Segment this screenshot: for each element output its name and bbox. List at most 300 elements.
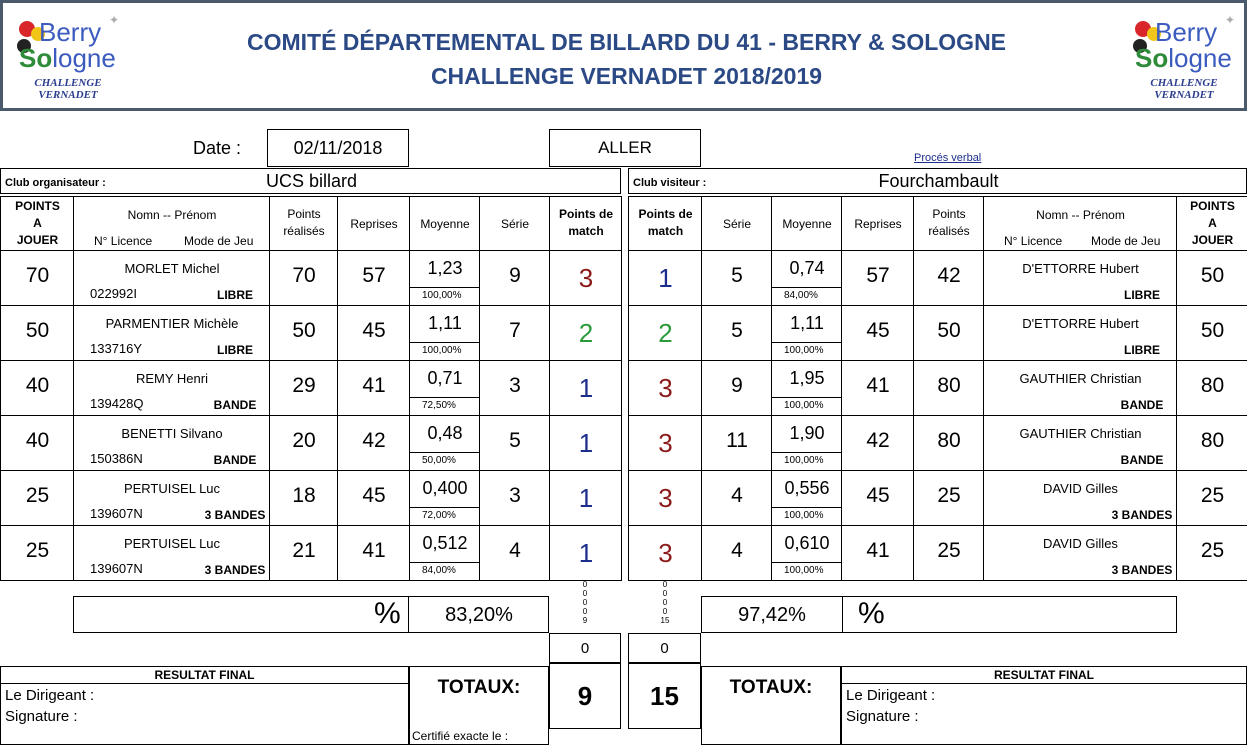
away-cell-pm: [628, 415, 702, 471]
page-header: [0, 0, 1247, 111]
page-title: COMITÉ DÉPARTEMENTAL DE BILLARD DU 41 - BERRY & SOLOGNE: [246, 29, 1007, 55]
moyenne-value: 1,90: [789, 423, 825, 443]
home-header-ser: [479, 196, 550, 251]
header-text: match: [568, 224, 604, 238]
moyenne-percent: 72,50%: [422, 400, 456, 411]
header-text: POINTS: [1190, 199, 1235, 213]
header-moyenne: Moyenne: [420, 217, 470, 231]
moyenne-value: 1,11: [428, 313, 462, 333]
player-mode: 3 BANDES: [1111, 563, 1173, 577]
away-cell-pr: [913, 360, 984, 416]
pr-value: 25: [937, 484, 961, 507]
away-cell-nom: [983, 305, 1177, 361]
away-cell-moy: [771, 360, 842, 416]
home-total-value: 9: [549, 663, 621, 729]
home-cell-paj: [0, 250, 74, 306]
moyenne-value: 1,23: [427, 258, 463, 278]
home-final-result: [0, 666, 409, 745]
home-club-name: UCS billard: [265, 171, 358, 191]
header-serie: Série: [500, 217, 529, 231]
pr-value: 80: [937, 374, 961, 397]
pr-value: 42: [937, 264, 961, 287]
player-name: MORLET Michel: [124, 261, 220, 276]
berry-sologne-logo-right: ✦ Berry Sologne CHALLENGE VERNADET: [1127, 13, 1237, 105]
away-cell-pm: [628, 525, 702, 581]
moyenne-percent: 100,00%: [784, 345, 824, 356]
logo-berry-text: Berry: [39, 17, 102, 47]
away-header-nom: [983, 196, 1177, 251]
match-points: 3: [658, 483, 673, 513]
player-name: DAVID Gilles: [1043, 536, 1118, 551]
logo-so-text: So: [1135, 43, 1169, 73]
away-percent-box: [701, 596, 1177, 633]
player-name: GAUTHIER Christian: [1019, 426, 1142, 441]
header-text: réalisés: [283, 224, 325, 238]
ser-value: 7: [509, 319, 521, 342]
player-name: PERTUISEL Luc: [123, 536, 221, 551]
paj-value: 50: [1200, 264, 1225, 287]
moyenne-percent: 100,00%: [422, 345, 462, 356]
player-licence: 150386N: [90, 451, 143, 466]
home-cell-rep: [337, 525, 410, 581]
small-value: 9: [582, 616, 588, 625]
page-subtitle: CHALLENGE VERNADET 2018/2019: [430, 63, 823, 89]
home-signature-label: Signature :: [5, 708, 78, 725]
pr-value: 18: [292, 484, 316, 507]
away-cell-moy: [771, 525, 842, 581]
away-totaux-label: TOTAUX:: [729, 677, 813, 698]
header-nom: Nomn -- Prénom: [1036, 208, 1125, 222]
away-cell-pr: [913, 305, 984, 361]
rep-value: 45: [866, 484, 890, 507]
home-header-rep: [337, 196, 410, 251]
moyenne-divider: [772, 397, 842, 398]
paj-value: 40: [25, 429, 50, 452]
moyenne-value: 0,400: [422, 478, 468, 498]
home-cell-pm: [549, 415, 622, 471]
away-cell-pm: [628, 470, 702, 526]
player-licence: 133716Y: [90, 341, 143, 356]
away-cell-moy: [771, 250, 842, 306]
home-percent-symbol: %: [374, 597, 401, 630]
header-text: Points: [932, 207, 966, 221]
rep-value: 42: [362, 429, 386, 452]
away-cell-pr: [913, 250, 984, 306]
home-cell-ser: [479, 305, 550, 361]
home-cell-pm: [549, 360, 622, 416]
moyenne-percent: 84,00%: [784, 290, 818, 301]
paj-value: 70: [25, 264, 50, 287]
home-cell-nom: [73, 360, 270, 416]
moyenne-divider: [772, 287, 842, 288]
home-cell-moy: [409, 415, 480, 471]
player-mode: LIBRE: [217, 343, 253, 357]
away-cell-rep: [841, 305, 914, 361]
rep-value: 42: [866, 429, 890, 452]
away-cell-paj: [1176, 415, 1247, 471]
away-cell-nom: [983, 470, 1177, 526]
home-cell-ser: [479, 415, 550, 471]
header-text: JOUER: [1191, 233, 1234, 247]
moyenne-divider: [410, 452, 480, 453]
small-value: 0: [662, 580, 668, 589]
header-text: A: [33, 216, 42, 230]
home-cell-rep: [337, 250, 410, 306]
logo-logne-text: logne: [52, 43, 116, 73]
away-club-label: Club visiteur :: [633, 177, 707, 189]
away-header-pm: [628, 196, 702, 251]
away-cell-nom: [983, 525, 1177, 581]
header-mode: Mode de Jeu: [184, 234, 254, 248]
home-cell-pr: [269, 305, 338, 361]
home-cell-pm: [549, 305, 622, 361]
logo-logne-text: logne: [1168, 43, 1232, 73]
home-cell-nom: [73, 305, 270, 361]
paj-value: 50: [1200, 319, 1225, 342]
home-zero-cell: 0: [549, 633, 621, 663]
away-cell-paj: [1176, 525, 1247, 581]
home-header-pm: [549, 196, 622, 251]
home-cell-moy: [409, 305, 480, 361]
ser-value: 9: [731, 374, 743, 397]
paj-value: 40: [25, 374, 50, 397]
pr-value: 70: [292, 264, 316, 287]
header-serie: Série: [722, 217, 751, 231]
away-total-value: 15: [628, 663, 701, 729]
pr-value: 50: [292, 319, 316, 342]
player-name: REMY Henri: [135, 371, 208, 386]
pr-value: 25: [937, 539, 961, 562]
home-cell-ser: [479, 525, 550, 581]
away-cell-pr: [913, 415, 984, 471]
home-cell-pr: [269, 470, 338, 526]
home-cell-nom: [73, 250, 270, 306]
moyenne-divider: [772, 342, 842, 343]
moyenne-divider: [410, 562, 480, 563]
away-cell-paj: [1176, 250, 1247, 306]
pr-value: 80: [937, 429, 961, 452]
home-cell-nom: [73, 470, 270, 526]
pr-value: 29: [292, 374, 316, 397]
away-cell-rep: [841, 415, 914, 471]
away-cell-ser: [701, 525, 772, 581]
moyenne-value: 1,95: [789, 368, 825, 388]
away-header-pr: [913, 196, 984, 251]
away-percent-symbol: %: [858, 597, 885, 630]
ser-value: 11: [726, 429, 748, 452]
player-name: D'ETTORRE Hubert: [1022, 261, 1139, 276]
away-cell-paj: [1176, 305, 1247, 361]
small-value: 0: [582, 607, 588, 616]
ser-value: 5: [731, 264, 743, 287]
home-cell-moy: [409, 525, 480, 581]
home-cell-ser: [479, 470, 550, 526]
header-reprises: Reprises: [350, 217, 398, 231]
header-text: A: [1208, 216, 1217, 230]
paj-value: 25: [25, 484, 50, 507]
rep-value: 57: [866, 264, 890, 287]
header-text: match: [647, 224, 684, 238]
player-licence: 139607N: [90, 561, 143, 576]
home-cell-pr: [269, 415, 338, 471]
away-header-rep: [841, 196, 914, 251]
away-final-result: [841, 666, 1247, 745]
player-mode: BANDE: [213, 398, 257, 412]
player-mode: BANDE: [1120, 453, 1164, 467]
paj-value: 25: [25, 539, 50, 562]
away-zero-cell: 0: [628, 633, 701, 663]
home-cell-paj: [0, 360, 74, 416]
away-cell-pm: [628, 250, 702, 306]
moyenne-percent: 100,00%: [784, 565, 824, 576]
moyenne-value: 0,71: [427, 368, 463, 388]
player-licence: 139607N: [90, 506, 143, 521]
home-cell-pm: [549, 470, 622, 526]
match-points: 3: [578, 263, 594, 293]
home-cell-pr: [269, 360, 338, 416]
home-cell-rep: [337, 470, 410, 526]
player-name: DAVID Gilles: [1043, 481, 1118, 496]
away-cell-moy: [771, 415, 842, 471]
away-cell-nom: [983, 250, 1177, 306]
header-licence: N° Licence: [94, 234, 153, 248]
moyenne-percent: 84,00%: [422, 565, 456, 576]
logo-berry-text: Berry: [1155, 17, 1218, 47]
small-value: 0: [582, 598, 588, 607]
header-licence: N° Licence: [1004, 234, 1063, 248]
ser-value: 4: [731, 539, 743, 562]
player-name: BENETTI Silvano: [121, 426, 223, 441]
away-cell-ser: [701, 415, 772, 471]
away-cell-nom: [983, 415, 1177, 471]
moyenne-divider: [410, 342, 480, 343]
home-cell-paj: [0, 305, 74, 361]
moyenne-percent: 72,00%: [422, 510, 456, 521]
away-percent-value: 97,42%: [738, 604, 806, 626]
logo-vernadet-text: VERNADET: [38, 89, 98, 101]
small-value: 0: [662, 598, 668, 607]
rep-value: 45: [866, 319, 890, 342]
away-cell-pm: [628, 360, 702, 416]
player-mode: BANDE: [213, 453, 257, 467]
player-name: PERTUISEL Luc: [123, 481, 221, 496]
away-cell-paj: [1176, 360, 1247, 416]
berry-sologne-logo-left: ✦ Berry Sologne CHALLENGE VERNADET: [11, 13, 121, 105]
home-percent-value: 83,20%: [445, 604, 513, 626]
ser-value: 9: [509, 264, 521, 287]
home-header-moy: [409, 196, 480, 251]
home-percent-box: [73, 596, 549, 633]
pr-value: 50: [937, 319, 961, 342]
ser-value: 4: [509, 539, 521, 562]
away-cell-ser: [701, 305, 772, 361]
header-text: POINTS: [15, 199, 60, 213]
away-cell-moy: [771, 305, 842, 361]
moyenne-value: 0,556: [784, 478, 830, 498]
header-nom: Nomn -- Prénom: [127, 208, 217, 222]
home-club-label: Club organisateur :: [5, 177, 106, 189]
home-cell-rep: [337, 415, 410, 471]
home-totaux-box: [409, 666, 549, 745]
away-header-ser: [701, 196, 772, 251]
moyenne-divider: [772, 562, 842, 563]
away-club-name: Fourchambault: [878, 171, 999, 191]
paj-value: 80: [1200, 374, 1225, 397]
match-points: 3: [658, 428, 673, 458]
away-cell-paj: [1176, 470, 1247, 526]
home-cell-moy: [409, 250, 480, 306]
moyenne-divider: [410, 507, 480, 508]
home-result-label: RESULTAT FINAL: [1, 667, 408, 684]
moyenne-divider: [772, 452, 842, 453]
away-dirigeant-label: Le Dirigeant :: [846, 687, 936, 704]
away-signature-label: Signature :: [846, 708, 919, 725]
player-name: PARMENTIER Michèle: [105, 316, 239, 331]
logo-challenge-text: CHALLENGE: [34, 77, 102, 89]
ser-value: 3: [509, 374, 521, 397]
home-cell-pm: [549, 250, 622, 306]
match-points: 1: [658, 263, 673, 293]
pr-value: 21: [292, 539, 316, 562]
paj-value: 50: [25, 319, 50, 342]
player-mode: 3 BANDES: [204, 508, 266, 522]
header-mode: Mode de Jeu: [1091, 234, 1161, 248]
player-name: D'ETTORRE Hubert: [1022, 316, 1139, 331]
paj-value: 80: [1200, 429, 1225, 452]
moyenne-percent: 100,00%: [784, 455, 824, 466]
match-points: 2: [658, 318, 673, 348]
rep-value: 45: [362, 484, 386, 507]
date-label: Date :: [193, 138, 242, 158]
home-cell-rep: [337, 360, 410, 416]
home-cell-paj: [0, 470, 74, 526]
match-points: 3: [658, 538, 673, 568]
ser-value: 4: [731, 484, 743, 507]
home-cell-ser: [479, 250, 550, 306]
small-value: 15: [660, 616, 670, 625]
away-cell-nom: [983, 360, 1177, 416]
player-mode: 3 BANDES: [204, 563, 266, 577]
small-value: 0: [662, 607, 668, 616]
ser-value: 5: [731, 319, 743, 342]
header-text: Points de: [638, 207, 693, 221]
ser-value: 5: [509, 429, 521, 452]
home-cell-paj: [0, 525, 74, 581]
rep-value: 45: [362, 319, 386, 342]
away-result-label: RESULTAT FINAL: [842, 667, 1246, 684]
player-mode: LIBRE: [1124, 343, 1160, 357]
away-cell-moy: [771, 470, 842, 526]
away-totaux-box: [701, 666, 841, 745]
player-mode: LIBRE: [217, 288, 253, 302]
away-cell-rep: [841, 250, 914, 306]
logo-challenge-text: CHALLENGE: [1150, 77, 1218, 89]
home-header-nom: [73, 196, 270, 251]
moyenne-value: 0,74: [789, 258, 825, 278]
match-points: 2: [578, 318, 594, 348]
certifie-label: Certifié exacte le :: [412, 729, 509, 743]
home-cell-nom: [73, 525, 270, 581]
away-cell-rep: [841, 360, 914, 416]
ser-value: 3: [509, 484, 521, 507]
small-value: 0: [582, 580, 588, 589]
pr-value: 20: [292, 429, 316, 452]
logo-vernadet-text: VERNADET: [1154, 89, 1214, 101]
player-name: GAUTHIER Christian: [1019, 371, 1142, 386]
home-cell-ser: [479, 360, 550, 416]
moyenne-divider: [410, 397, 480, 398]
header-text: JOUER: [16, 233, 59, 247]
away-cell-ser: [701, 360, 772, 416]
rep-value: 41: [362, 539, 386, 562]
match-points: 3: [658, 373, 673, 403]
moyenne-percent: 100,00%: [784, 510, 824, 521]
home-cell-rep: [337, 305, 410, 361]
match-points: 1: [578, 538, 594, 568]
match-points: 1: [578, 428, 594, 458]
away-cell-ser: [701, 470, 772, 526]
rep-value: 57: [362, 264, 386, 287]
header-text: Points: [287, 207, 321, 221]
date-field[interactable]: 02/11/2018: [267, 129, 409, 167]
moyenne-value: 0,512: [422, 533, 468, 553]
away-cell-rep: [841, 470, 914, 526]
away-club-bar: [628, 168, 1247, 194]
away-cell-ser: [701, 250, 772, 306]
moyenne-divider: [410, 287, 480, 288]
home-cell-moy: [409, 360, 480, 416]
moyenne-percent: 50,00%: [422, 455, 456, 466]
player-mode: LIBRE: [1124, 288, 1160, 302]
rep-value: 41: [362, 374, 386, 397]
moyenne-percent: 100,00%: [422, 290, 462, 301]
player-licence: 139428Q: [90, 396, 144, 411]
home-cell-pm: [549, 525, 622, 581]
proces-verbal-link[interactable]: Procés verbal: [914, 152, 982, 164]
away-cell-rep: [841, 525, 914, 581]
match-points: 1: [578, 483, 594, 513]
home-club-bar: [0, 168, 621, 194]
small-value: 0: [662, 589, 668, 598]
home-cell-pr: [269, 525, 338, 581]
rep-value: 41: [866, 539, 890, 562]
home-totaux-label: TOTAUX:: [437, 677, 521, 698]
paj-value: 25: [1200, 484, 1225, 507]
home-dirigeant-label: Le Dirigeant :: [5, 687, 95, 704]
leg-field: ALLER: [549, 129, 701, 167]
home-header-paj: [0, 196, 74, 251]
moyenne-value: 0,48: [427, 423, 463, 443]
rep-value: 41: [866, 374, 890, 397]
player-licence: 022992I: [90, 286, 137, 301]
moyenne-divider: [772, 507, 842, 508]
logo-so-text: So: [19, 43, 53, 73]
header-text: Points de: [558, 207, 613, 221]
match-points: 1: [578, 373, 594, 403]
away-cell-pm: [628, 305, 702, 361]
moyenne-percent: 100,00%: [784, 400, 824, 411]
home-cell-pr: [269, 250, 338, 306]
home-cell-paj: [0, 415, 74, 471]
away-cell-pr: [913, 470, 984, 526]
moyenne-value: 0,610: [784, 533, 830, 553]
header-moyenne: Moyenne: [782, 217, 832, 231]
small-value: 0: [582, 589, 588, 598]
home-cell-moy: [409, 470, 480, 526]
player-mode: 3 BANDES: [1111, 508, 1173, 522]
paj-value: 25: [1200, 539, 1225, 562]
away-header-moy: [771, 196, 842, 251]
